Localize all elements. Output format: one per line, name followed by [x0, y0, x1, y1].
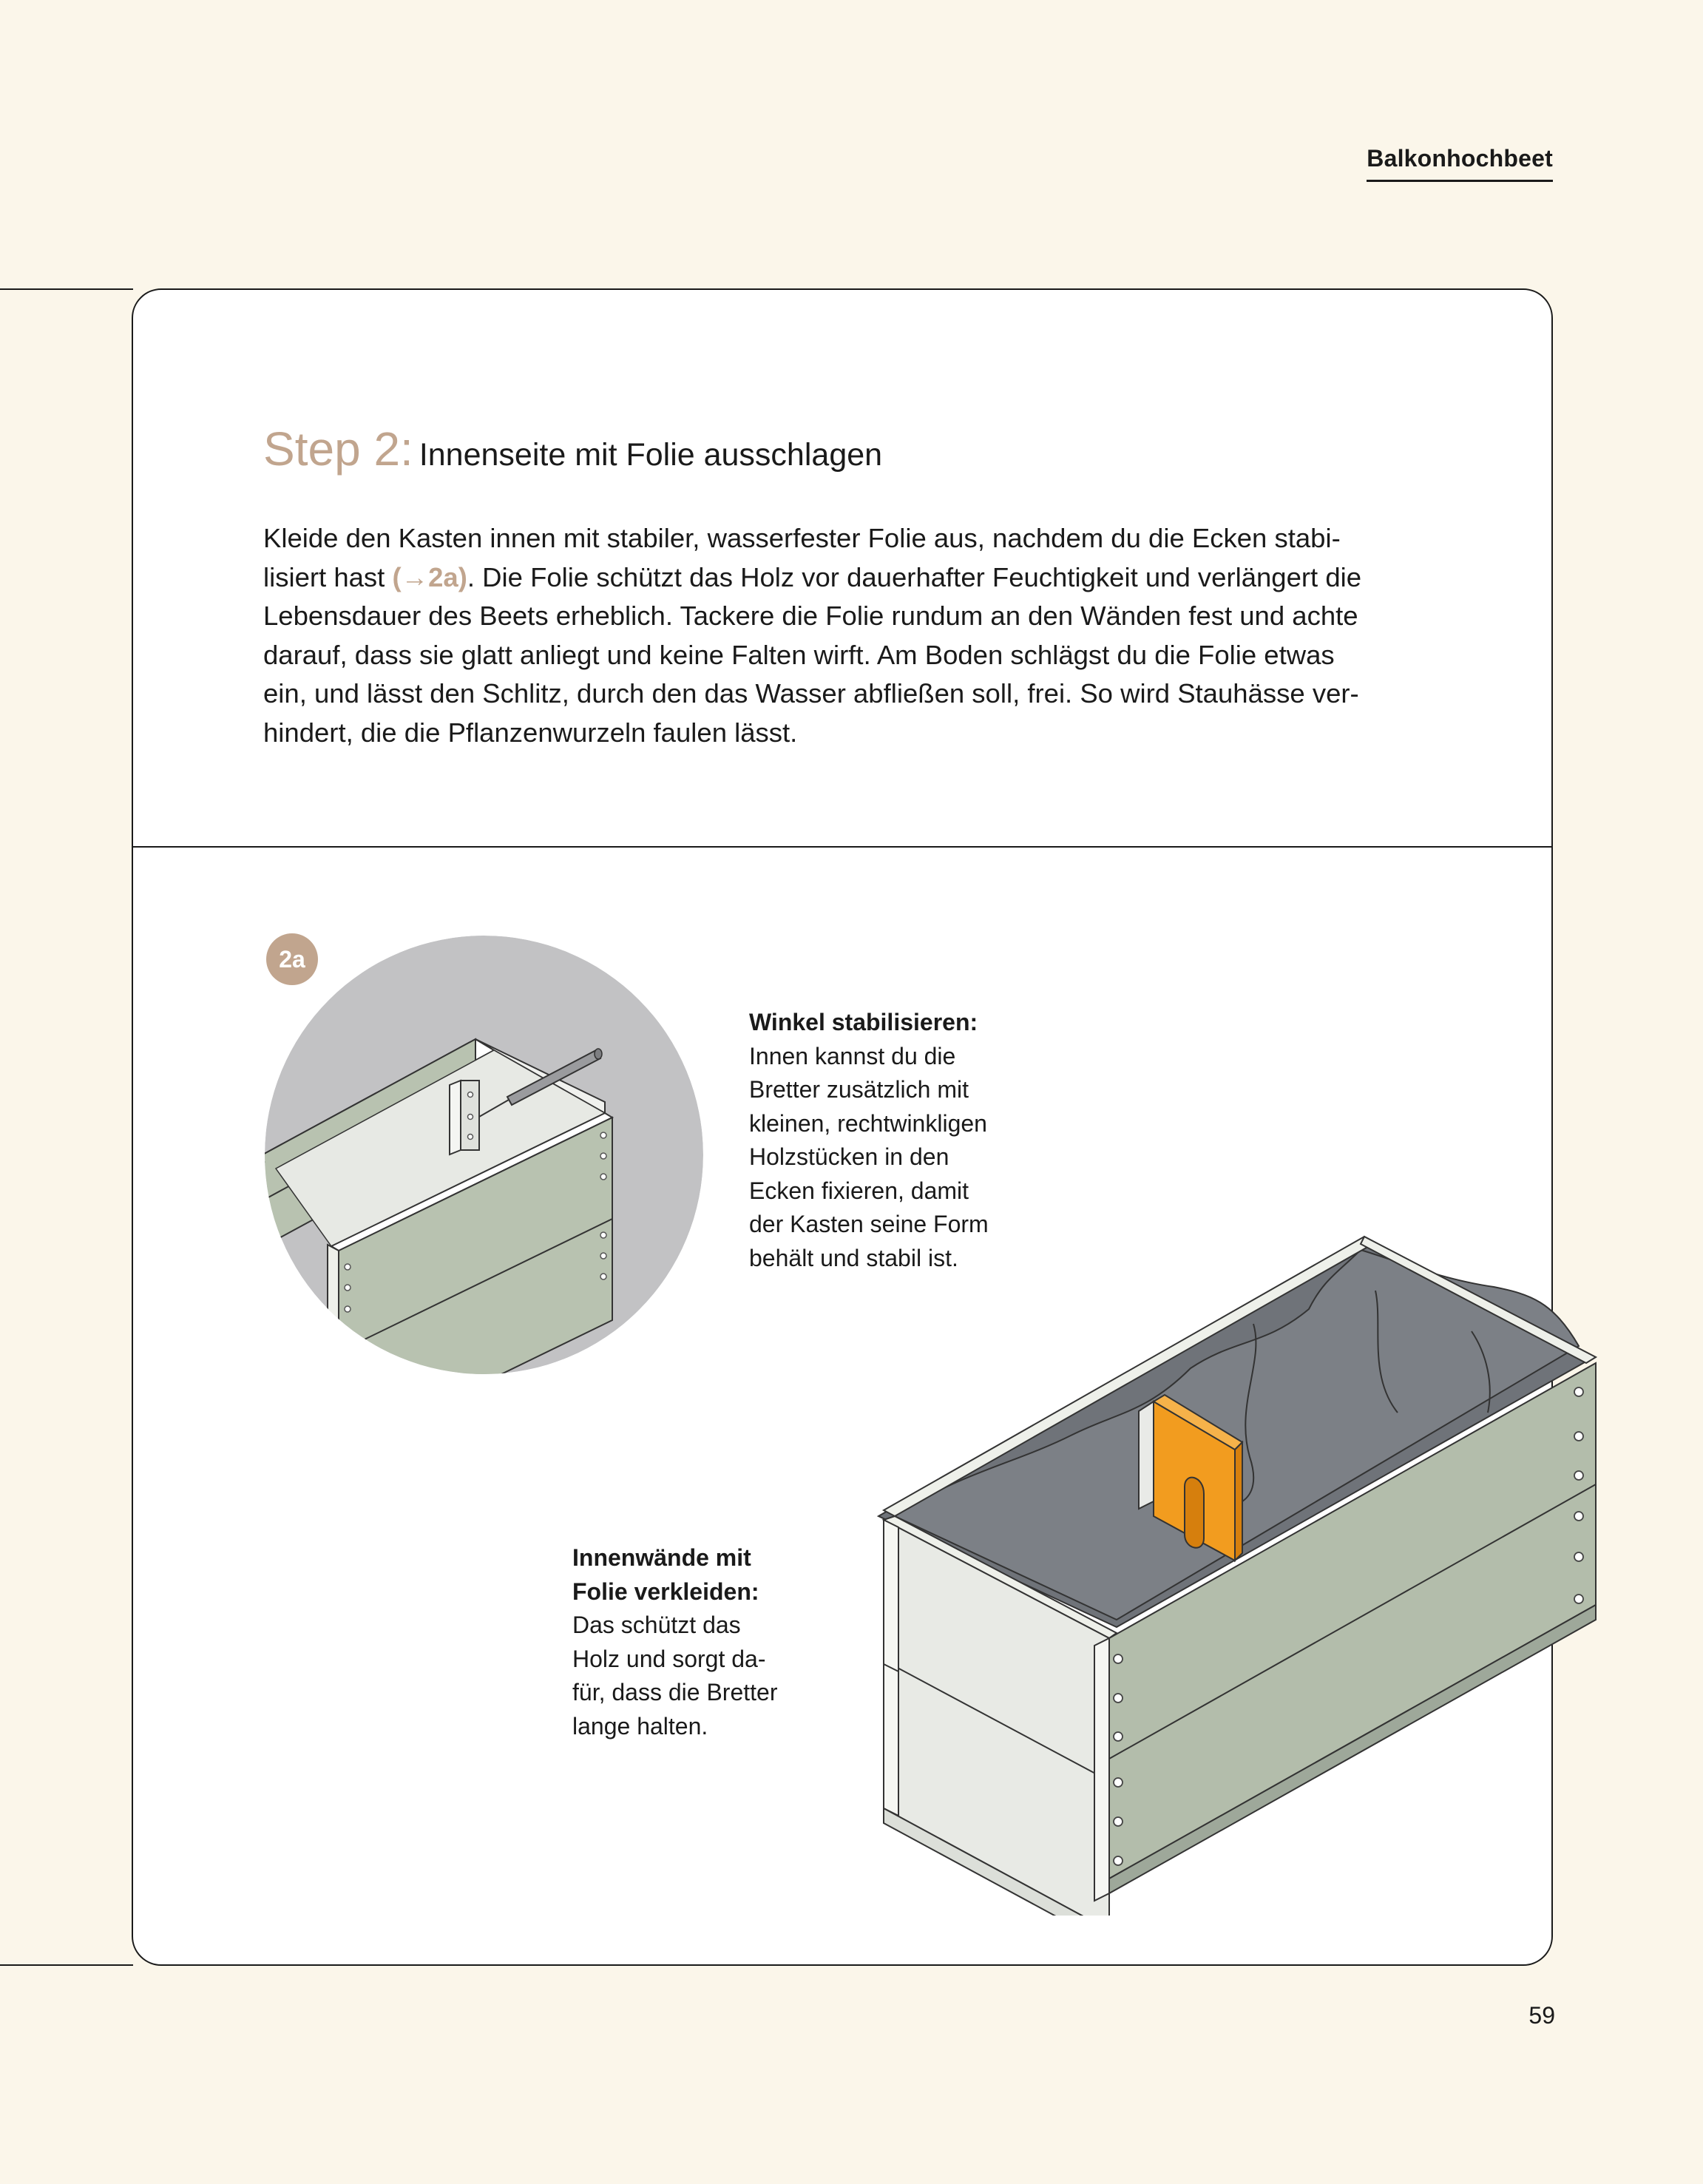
- caption-title: Winkel stabilisieren:: [749, 1009, 978, 1035]
- caption-innenwaende: [572, 1541, 777, 1743]
- bleed-line-top: [0, 288, 133, 290]
- corner-detail-illustration: [265, 936, 703, 1374]
- caption-line: lange halten.: [572, 1712, 708, 1740]
- body-line: Kleide den Kasten innen mit stabiler, wasserfester Folie aus, nachdem du die Ecken stabi-: [263, 523, 1341, 553]
- caption-line: Holzstücken in den: [749, 1143, 949, 1170]
- step-title: Innenseite mit Folie ausschlagen: [419, 437, 883, 473]
- page-number: 59: [1528, 2002, 1555, 2029]
- body-line: hindert, die die Pflanzenwurzeln faulen lässt.: [263, 717, 798, 748]
- step-heading: [263, 422, 882, 476]
- caption-title: Innenwände mit: [572, 1544, 751, 1571]
- bleed-line-bottom: [0, 1964, 133, 1966]
- figure-reference-link[interactable]: (→2a): [392, 561, 467, 592]
- caption-line: Innen kannst du die: [749, 1042, 956, 1069]
- figure-badge-2a: 2a: [266, 933, 318, 985]
- caption-line: behält und stabil ist.: [749, 1244, 958, 1271]
- caption-line: Ecken fixieren, damit: [749, 1177, 969, 1204]
- caption-line: kleinen, rechtwinkligen: [749, 1109, 987, 1137]
- body-line: ein, und lässt den Schlitz, durch den das Wasser abfließen soll, frei. So wird Stauhässe ver-: [263, 678, 1359, 709]
- caption-title: Folie verkleiden:: [572, 1578, 759, 1605]
- caption-line: Das schützt das: [572, 1612, 741, 1638]
- caption-line: für, dass die Bretter: [572, 1679, 778, 1705]
- caption-line: Bretter zusätzlich mit: [749, 1076, 969, 1103]
- step-label: Step 2:: [263, 422, 413, 476]
- body-line: darauf, dass sie glatt anliegt und keine Falten wirft. Am Boden schlägst du die Folie etwas: [263, 639, 1335, 670]
- caption-line: Holz und sorgt da-: [572, 1645, 766, 1672]
- planter-box-illustration: [850, 1191, 1634, 1916]
- section-title: Balkonhochbeet: [1367, 145, 1553, 182]
- body-line: Lebensdauer des Beets erheblich. Tackere die Folie rundum an den Wänden fest und achte: [263, 601, 1358, 631]
- card-divider: [133, 846, 1551, 848]
- body-line: lisiert hast (→2a). Die Folie schützt das Holz vor dauerhafter Feuchtigkeit und verlängert die: [263, 561, 1362, 592]
- step-body: [263, 519, 1417, 752]
- caption-line: der Kasten seine Form: [749, 1211, 989, 1237]
